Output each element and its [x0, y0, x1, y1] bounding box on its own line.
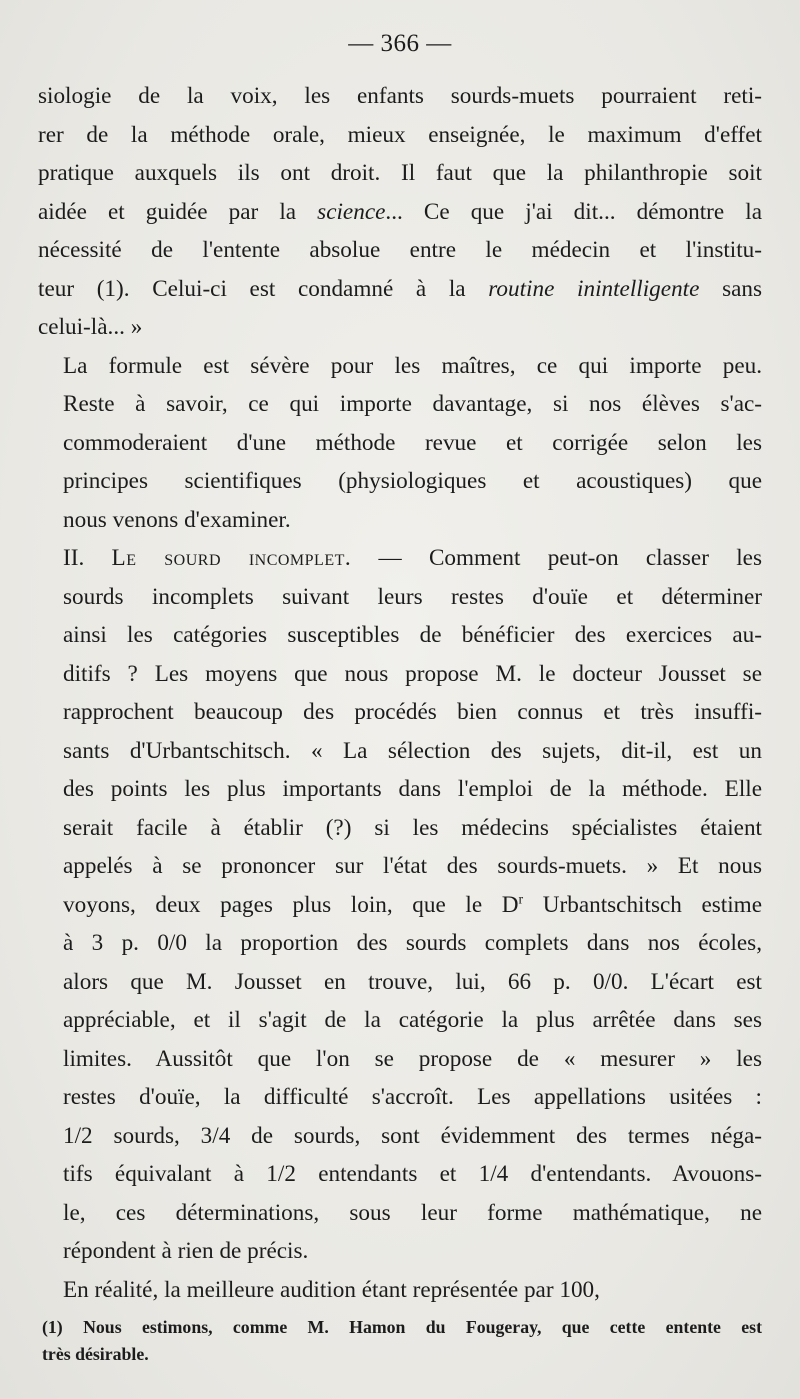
text-run: sourds incomplets suivant leurs restes d'ouïe et déterminer: [63, 583, 762, 610]
text-line: [38, 578, 762, 617]
text-line: [38, 270, 762, 309]
text-line: [38, 77, 762, 116]
paragraph: [38, 77, 762, 347]
text-line: [38, 308, 762, 347]
text-line: [38, 231, 762, 270]
text-line: [38, 1271, 762, 1310]
text-line: [38, 1232, 762, 1271]
text-line: [38, 1155, 762, 1194]
text-run: ainsi les catégories susceptibles de bénéficier des exercices au-: [63, 622, 762, 648]
text-line: [38, 809, 762, 848]
text-line: [38, 1078, 762, 1117]
text-run: ... Ce que j'ai dit... démontre la: [385, 198, 762, 225]
text-run: teur (1). Celui-ci est condamné à la: [38, 275, 489, 302]
text-line: [38, 1001, 762, 1040]
text-line: [38, 193, 762, 232]
text-line: [38, 693, 762, 732]
text-run: — Comment peut-on classer les: [351, 545, 762, 571]
text-run: restes d'ouïe, la difficulté s'accroît. Les appellations usitées :: [63, 1084, 762, 1110]
body-text: [38, 77, 762, 1309]
text-line: [38, 154, 762, 193]
text-line: [38, 924, 762, 963]
footnote-line: [42, 1314, 762, 1341]
text-run: nous venons d'examiner.: [63, 506, 291, 533]
footnote: [42, 1314, 762, 1368]
text-run: principes scientifiques (physiologiques et acoustiques) que: [63, 468, 762, 494]
text-run: sants d'Urbantschitsch. « La sélection des sujets, dit-il, est un: [63, 737, 762, 764]
text-line: [38, 732, 762, 771]
text-run: limites. Aussitôt que l'on se propose de « mesurer » les: [63, 1045, 762, 1072]
text-run: appelés à se prononcer sur l'état des sourds-muets. » Et nous: [63, 853, 762, 879]
text-run: pratique auxquels ils ont droit. Il faut que la philanthropie soit: [38, 160, 762, 186]
text-run: rer de la méthode orale, mieux enseignée, le maximum d'effet: [38, 121, 762, 148]
paragraph: [38, 539, 762, 1271]
text-run: rapprochent beaucoup des procédés bien connus et très insuffi-: [63, 699, 762, 725]
text-line: [38, 116, 762, 155]
text-run: des points les plus importants dans l'emploi de la méthode. Elle: [63, 776, 762, 802]
text-run: sans: [699, 275, 762, 302]
text-run: Urbantschitsch estime: [523, 891, 763, 918]
text-run: serait facile à établir (?) si les médecins spécialistes étaient: [63, 814, 762, 841]
text-line: [38, 501, 762, 540]
text-line: [38, 347, 762, 386]
text-line: [38, 847, 762, 886]
text-line: [38, 539, 762, 578]
text-run: r: [518, 891, 524, 907]
text-line: [38, 886, 762, 925]
footnote-line: [42, 1341, 762, 1368]
text-line: [38, 770, 762, 809]
text-line: [38, 385, 762, 424]
text-run: répondent à rien de précis.: [63, 1238, 309, 1264]
text-run: (1) Nous estimons, comme M. Hamon du Fougeray, que cette entente est: [42, 1317, 762, 1337]
text-line: [38, 1040, 762, 1079]
text-run: routine inintelligente: [488, 275, 700, 302]
text-run: Reste à savoir, ce qui importe davantage, si nos élèves s'ac-: [63, 391, 762, 417]
paragraph: [38, 347, 762, 540]
text-line: [38, 1117, 762, 1156]
text-line: [38, 1194, 762, 1233]
text-run: ditifs ? Les moyens que nous propose M. le docteur Jousset se: [63, 660, 762, 687]
text-line: [38, 655, 762, 694]
text-run: 1/2 sourds, 3/4 de sourds, sont évidemment des termes néga-: [63, 1122, 762, 1149]
text-run: En réalité, la meilleure audition étant représentée par 100,: [63, 1276, 600, 1303]
text-line: [38, 963, 762, 1002]
text-run: celui-là... »: [38, 314, 143, 340]
text-run: La formule est sévère pour les maîtres, ce qui importe peu.: [63, 352, 762, 379]
text-line: [38, 462, 762, 501]
text-run: science: [317, 198, 386, 225]
text-run: à 3 p. 0/0 la proportion des sourds complets dans nos écoles,: [63, 930, 762, 956]
text-run: appréciable, et il s'agit de la catégorie la plus arrêtée dans ses: [63, 1007, 762, 1033]
text-run: le, ces déterminations, sous leur forme mathématique, ne: [63, 1199, 762, 1226]
text-run: très désirable.: [42, 1344, 149, 1364]
text-line: [38, 424, 762, 463]
page-number: — 366 —: [348, 30, 452, 57]
paragraph: [38, 1271, 762, 1310]
text-run: tifs équivalant à 1/2 entendants et 1/4 d'entendants. Avouons-: [63, 1161, 762, 1187]
text-run: aidée et guidée par la: [38, 198, 318, 225]
text-line: [38, 616, 762, 655]
text-run: Le sourd incomplet.: [111, 545, 352, 571]
text-run: nécessité de l'entente absolue entre le médecin et l'institu-: [38, 237, 762, 263]
text-run: II.: [63, 545, 112, 571]
text-run: alors que M. Jousset en trouve, lui, 66 p. 0/0. L'écart est: [63, 968, 762, 995]
text-run: voyons, deux pages plus loin, que le D: [63, 891, 519, 918]
text-run: siologie de la voix, les enfants sourds-muets pourraient reti-: [38, 83, 762, 109]
text-run: commoderaient d'une méthode revue et corrigée selon les: [63, 429, 762, 456]
